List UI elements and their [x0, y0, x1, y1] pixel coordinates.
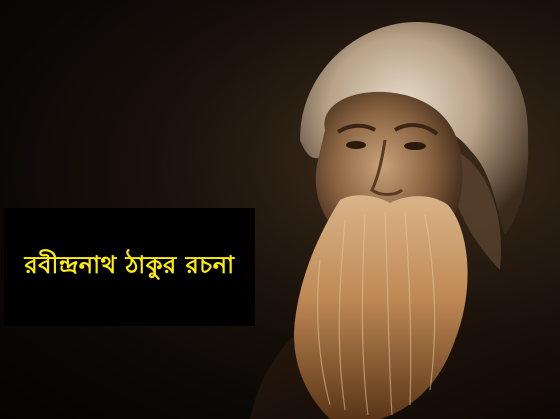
title-banner: [4, 208, 255, 326]
title-text: রবীন্দ্রনাথ ঠাকুর রচনা: [24, 251, 235, 279]
